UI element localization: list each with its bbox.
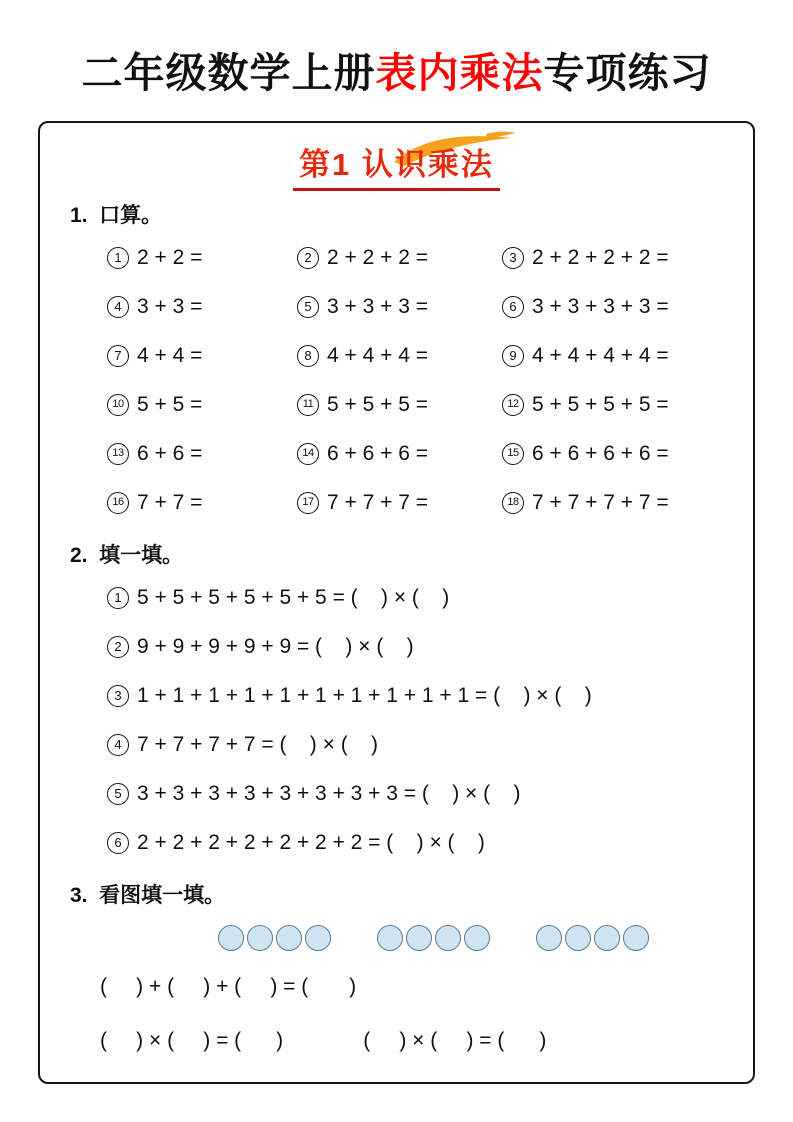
problem-item <box>502 380 753 429</box>
counter-circle <box>218 925 244 951</box>
circled-number: 1 <box>107 587 129 609</box>
circle-group <box>536 925 649 951</box>
problem-item <box>107 818 753 867</box>
counter-circle <box>435 925 461 951</box>
circle-groups-row <box>218 925 753 951</box>
chapter-heading-row <box>40 139 753 187</box>
problem-item <box>297 331 502 380</box>
expression: 3 + 3 + 3 + 3 = <box>532 294 669 318</box>
multiplication-fill-line: ( ) × ( ) = ( ) <box>100 1029 284 1053</box>
chapter-heading <box>293 139 500 191</box>
expression: 4 + 4 + 4 + 4 = <box>532 343 669 367</box>
circled-number: 11 <box>297 394 319 416</box>
expression: 3 + 3 = <box>137 294 203 318</box>
circled-number: 13 <box>107 443 129 465</box>
problem-item <box>297 282 502 331</box>
section2-heading: 2. 填一填。 <box>70 544 184 568</box>
circled-number: 17 <box>297 492 319 514</box>
title-segment-left: 二年级数学上册 <box>81 50 376 96</box>
circled-number: 8 <box>297 345 319 367</box>
circled-number: 4 <box>107 734 129 756</box>
circled-number: 7 <box>107 345 129 367</box>
problem-item <box>107 331 297 380</box>
problem-item <box>107 720 753 769</box>
page-title <box>0 0 793 97</box>
counter-circle <box>565 925 591 951</box>
expression: 2 + 2 + 2 = <box>327 245 429 269</box>
circled-number: 18 <box>502 492 524 514</box>
problem-item <box>502 478 753 527</box>
title-segment-right: 专项练习 <box>543 50 712 96</box>
circled-number: 5 <box>107 783 129 805</box>
circled-number: 16 <box>107 492 129 514</box>
circled-number: 6 <box>502 296 524 318</box>
problem-item <box>502 233 753 282</box>
counter-circle <box>305 925 331 951</box>
counter-circle <box>406 925 432 951</box>
counter-circle <box>464 925 490 951</box>
title-segment-highlight: 表内乘法 <box>375 50 544 96</box>
counter-circle <box>536 925 562 951</box>
chapter-heading-text: 第1 认识乘法 <box>299 147 494 183</box>
circled-number: 5 <box>297 296 319 318</box>
circled-number: 2 <box>297 247 319 269</box>
circle-group <box>218 925 331 951</box>
problem-item <box>502 282 753 331</box>
circle-group <box>377 925 490 951</box>
circled-number: 9 <box>502 345 524 367</box>
expression: 3 + 3 + 3 = <box>327 294 429 318</box>
problem-item <box>297 478 502 527</box>
problem-item <box>502 331 753 380</box>
circled-number: 12 <box>502 394 524 416</box>
circled-number: 4 <box>107 296 129 318</box>
counter-circle <box>594 925 620 951</box>
expression: 6 + 6 = <box>137 441 203 465</box>
problem-item <box>107 478 297 527</box>
problem-item <box>107 380 297 429</box>
circled-number: 1 <box>107 247 129 269</box>
problem-item <box>297 233 502 282</box>
problem-item <box>107 429 297 478</box>
expression: 6 + 6 + 6 = <box>327 441 429 465</box>
expression: 7 + 7 + 7 + 7 = <box>532 490 669 514</box>
multiplication-fill-line: ( ) × ( ) = ( ) <box>363 1029 547 1053</box>
worksheet-frame <box>38 121 755 1084</box>
section3-heading: 3. 看图填一填。 <box>70 884 226 908</box>
problem-item <box>297 380 502 429</box>
expression: 7 + 7 + 7 = <box>327 490 429 514</box>
problem-item <box>107 622 753 671</box>
circled-number: 3 <box>502 247 524 269</box>
expression: 4 + 4 = <box>137 343 203 367</box>
expression: 5 + 5 + 5 = <box>327 392 429 416</box>
problem-item <box>107 282 297 331</box>
expression: 2 + 2 = <box>137 245 203 269</box>
problem-item <box>297 429 502 478</box>
problem-item <box>107 573 753 622</box>
expression: 5 + 5 + 5 + 5 + 5 + 5 = ( ) × ( ) <box>137 585 450 609</box>
expression: 7 + 7 + 7 + 7 = ( ) × ( ) <box>137 732 379 756</box>
expression: 5 + 5 + 5 + 5 = <box>532 392 669 416</box>
expression: 9 + 9 + 9 + 9 + 9 = ( ) × ( ) <box>137 634 414 658</box>
expression: 1 + 1 + 1 + 1 + 1 + 1 + 1 + 1 + 1 + 1 = ( ) × ( ) <box>137 683 592 707</box>
expression: 2 + 2 + 2 + 2 = <box>532 245 669 269</box>
problem-item <box>107 671 753 720</box>
section1-problem-grid <box>107 233 753 527</box>
expression: 3 + 3 + 3 + 3 + 3 + 3 + 3 + 3 = ( ) × ( ) <box>137 781 521 805</box>
problem-item <box>107 233 297 282</box>
counter-circle <box>247 925 273 951</box>
circled-number: 15 <box>502 443 524 465</box>
multiplication-fill-row <box>100 1029 753 1053</box>
counter-circle <box>377 925 403 951</box>
circled-number: 6 <box>107 832 129 854</box>
counter-circle <box>276 925 302 951</box>
expression: 6 + 6 + 6 + 6 = <box>532 441 669 465</box>
section1-heading: 1. 口算。 <box>70 204 163 228</box>
section2-problem-list <box>107 573 753 867</box>
circled-number: 3 <box>107 685 129 707</box>
circled-number: 2 <box>107 636 129 658</box>
expression: 2 + 2 + 2 + 2 + 2 + 2 + 2 = ( ) × ( ) <box>137 830 485 854</box>
problem-item <box>107 769 753 818</box>
addition-fill-line: ( ) + ( ) + ( ) = ( ) <box>100 975 357 999</box>
counter-circle <box>623 925 649 951</box>
expression: 7 + 7 = <box>137 490 203 514</box>
problem-item <box>502 429 753 478</box>
circled-number: 14 <box>297 443 319 465</box>
expression: 4 + 4 + 4 = <box>327 343 429 367</box>
expression: 5 + 5 = <box>137 392 203 416</box>
circled-number: 10 <box>107 394 129 416</box>
